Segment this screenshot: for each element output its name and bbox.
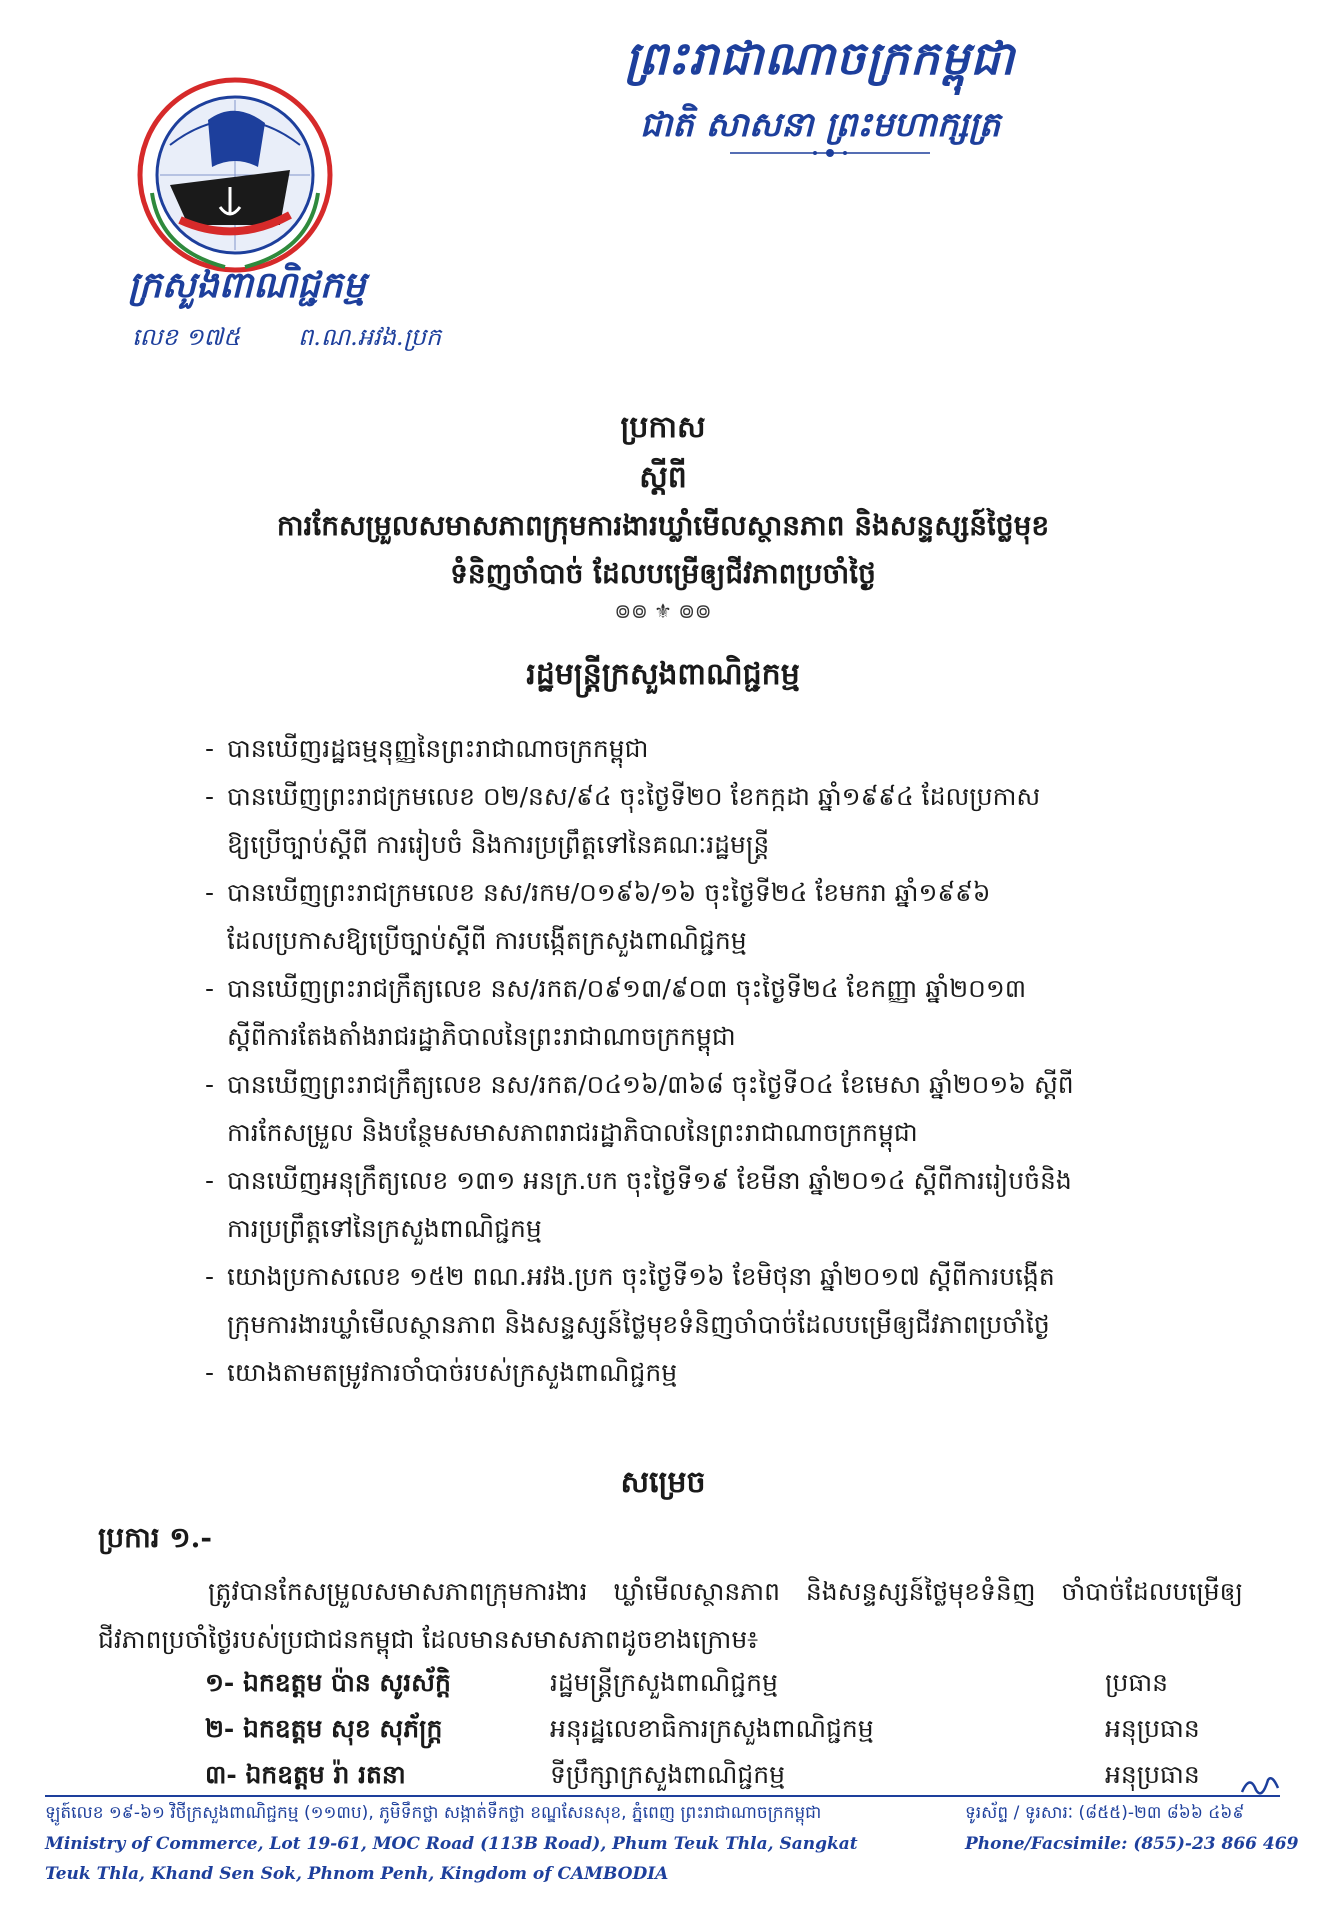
motto-ornament — [730, 148, 930, 158]
article-1-body: ត្រូវបានកែសម្រួលសមាសភាពក្រុមការងារ ឃ្លាំមើលស្ថានភាព និងសន្ទស្សន៍ថ្លៃមុខទំនិញ ចាំបាច់ដែលបម្រើឲ្យជីវភាពប្រចាំថ្ងៃរបស់ប្រជាជនកម្ពុជា ដែលមានសមាសភាពដូចខាងក្រោម៖ — [98, 1577, 1243, 1654]
preamble-item: - បានឃើញអនុក្រឹត្យលេខ ១៣១ អនក្រ.បក ចុះថ្ងៃទី១៩ ខែមីនា ឆ្នាំ២០១៤ ស្តីពីការរៀបចំនិង — [205, 1166, 1072, 1195]
member-position: អនុរដ្ឋលេខាធិការក្រសួងពាណិជ្ជកម្ម — [550, 1714, 874, 1743]
footer-address-english-line1: Ministry of Commerce, Lot 19-61, MOC Road (113B Road), Phum Teuk Thla, Sangkat — [45, 1834, 858, 1854]
preamble-item: - យោងតាមតម្រូវការចាំបាច់របស់ក្រសួងពាណិជ្ជកម្ម — [205, 1358, 678, 1387]
document-type: ប្រកាស — [620, 410, 706, 445]
preamble-item: - បានឃើញព្រះរាជក្រឹត្យលេខ នស/រកត/០៩១៣/៩០៣ ចុះថ្ងៃទី២៤ ខែកញ្ញា ឆ្នាំ២០១៣ — [205, 974, 1027, 1003]
preamble-item: - បានឃើញព្រះរាជក្រមលេខ នស/រកម/០១៩៦/១៦ ចុះថ្ងៃទី២៤ ខែមករា ឆ្នាំ១៩៩៦ — [205, 878, 991, 907]
document-about: ស្តីពី — [639, 460, 687, 495]
member-position: ទីប្រឹក្សាក្រសួងពាណិជ្ជកម្ម — [550, 1760, 785, 1789]
preamble-item: - យោងប្រកាសលេខ ១៥២ ពណ.អវង.ប្រក ចុះថ្ងៃទី១៦ ខែមិថុនា ឆ្នាំ២០១៧ ស្តីពីការបង្កើត — [205, 1262, 1055, 1291]
member-role: ប្រធាន — [1105, 1668, 1168, 1697]
document-title-line1: ការកែសម្រួលសមាសភាពក្រុមការងារឃ្លាំមើលស្ថានភាព និងសន្ទស្សន៍ថ្លៃមុខ — [276, 509, 1050, 542]
ministry-logo — [130, 75, 340, 275]
member-name: ៣- ឯកឧត្តម រ៉ា រតនា — [205, 1760, 406, 1789]
preamble-list: - បានឃើញរដ្ឋធម្មនុញ្ញនៃព្រះរាជាណាចក្រកម្ពុជា - បានឃើញព្រះរាជក្រមលេខ ០២/នស/៩៤ ចុះថ្ងៃទី២០ ខែកក្កដា ឆ្នាំ១៩៩៤ ដែលប្រកាស ឱ្យប្រើច្បាប់ស្តីពី ការរៀបចំ និងការប្រព្រឹត្តទៅនៃគណៈរដ្ឋមន្ត្រី - បានឃើញព្រះរាជក្រមលេខ នស/រកម/០១៩៦/១៦ ចុះថ្ងៃទី២៤ ខែមករា ឆ្នាំ១៩៩៦ ដែលប្រកាសឱ្យប្រើច្បាប់ស្តីពី ការបង្កើតក្រសួងពាណិជ្ជកម្ម - បានឃើញព្រះរាជក្រឹត្យលេខ នស/រកត/០៩១៣/៩០៣ ចុះថ្ងៃទី២៤ ខែកញ្ញា ឆ្នាំ២០១៣ ស្តីពីការតែងតាំងរាជរដ្ឋាភិបាលនៃព្រះរាជាណាចក្រកម្ពុជា - បានឃើញព្រះរាជក្រឹត្យលេខ នស/រកត/០៤១៦/៣៦៨ ចុះថ្ងៃទី០៤ ខែមេសា ឆ្នាំ២០១៦ ស្តីពី ការកែសម្រួល និងបន្ថែមសមាសភាពរាជរដ្ឋាភិបាលនៃព្រះរាជាណាចក្រកម្ពុជា - បានឃើញអនុក្រឹត្យលេខ ១៣១ អនក្រ.បក ចុះថ្ងៃទី១៩ ខែមីនា ឆ្នាំ២០១៤ ស្តីពីការរៀបចំនិង ការប្រព្រឹត្តទៅនៃក្រសួងពាណិជ្ជកម្ម - យោងប្រកាសលេខ ១៥២ ពណ.អវង.ប្រក ចុះថ្ងៃទី១៦ ខែមិថុនា ឆ្នាំ២០១៧ ស្តីពីការបង្កើត ក្រុមការងារឃ្លាំមើលស្ថានភាព និងសន្ទស្សន៍ថ្លៃមុខទំនិញចាំបាច់ដែលបម្រើឲ្យជីវភាពប្រចាំថ្ងៃ - យោងតាមតម្រូវការចាំបាច់របស់ក្រសួងពាណិជ្ជកម្ម — [205, 725, 1240, 1397]
footer-phone-khmer: ទូរស័ព្ទ / ទូរសារៈ (៨៥៥)-២៣ ៨៦៦ ៤៦៩ — [965, 1803, 1245, 1823]
footer-address-khmer: ឡូត៍លេខ ១៩-៦១ វិថីក្រសួងពាណិជ្ជកម្ម (១១៣ប), ភូមិទឹកថ្លា សង្កាត់ទឹកថ្លា ខណ្ឌសែនសុខ, ភ្នំពេញ ព្រះរាជាណាចក្រកម្ពុជា — [45, 1803, 822, 1823]
footer-divider — [45, 1795, 1280, 1797]
nation-religion-king: ជាតិ សាសនា ព្រះមហាក្សត្រ — [639, 105, 1001, 145]
member-role: អនុប្រធាន — [1105, 1714, 1200, 1743]
preamble-item: - បានឃើញរដ្ឋធម្មនុញ្ញនៃព្រះរាជាណាចក្រកម្ពុជា — [205, 734, 649, 763]
issuing-ministry: ក្រសួងពាណិជ្ជកម្ម — [128, 264, 366, 306]
document-title-line2: ទំនិញចាំបាច់ ដែលបម្រើឲ្យជីវភាពប្រចាំថ្ងៃ — [450, 557, 876, 590]
footer-phone-english: Phone/Facsimile: (855)-23 866 469 — [965, 1834, 1299, 1854]
preamble-item: - បានឃើញព្រះរាជក្រឹត្យលេខ នស/រកត/០៤១៦/៣៦៨ ចុះថ្ងៃទី០៤ ខែមេសា ឆ្នាំ២០១៦ ស្តីពី — [205, 1070, 1074, 1099]
seal-graphic — [130, 75, 340, 275]
reference-code: ព.ណ.អវង.ប្រក — [298, 323, 442, 351]
article-1-heading: ប្រការ ១.- — [98, 1521, 212, 1554]
reference-number: លេខ ១៧៥ — [132, 323, 241, 351]
member-name: ២- ឯកឧត្តម សុខ សុភ័ក្ត្រ — [205, 1714, 443, 1743]
kingdom-motto — [560, 30, 1080, 153]
member-row — [205, 1706, 1245, 1752]
member-role: អនុប្រធាន — [1105, 1760, 1200, 1789]
footer-address-english-line2: Teuk Thla, Khand Sen Sok, Phnom Penh, Kingdom of CAMBODIA — [45, 1864, 669, 1884]
title-ornament: ៙៙ ⚜ ៙៙ — [614, 599, 712, 623]
member-row — [205, 1752, 1245, 1798]
member-row — [205, 1660, 1245, 1706]
issuing-authority: រដ្ឋមន្ត្រីក្រសួងពាណិជ្ជកម្ម — [526, 657, 800, 692]
member-position: រដ្ឋមន្ត្រីក្រសួងពាណិជ្ជកម្ម — [550, 1668, 778, 1697]
member-name: ១- ឯកឧត្តម ប៉ាន សូរស័ក្តិ — [205, 1668, 451, 1697]
member-list — [205, 1660, 1245, 1798]
decision-heading: សម្រេច — [620, 1465, 706, 1500]
preamble-item: - បានឃើញព្រះរាជក្រមលេខ ០២/នស/៩៤ ចុះថ្ងៃទី២០ ខែកក្កដា ឆ្នាំ១៩៩៤ ដែលប្រកាស — [205, 782, 1041, 811]
kingdom-name: ព្រះរាជាណាចក្រកម្ពុជា — [624, 31, 1016, 85]
